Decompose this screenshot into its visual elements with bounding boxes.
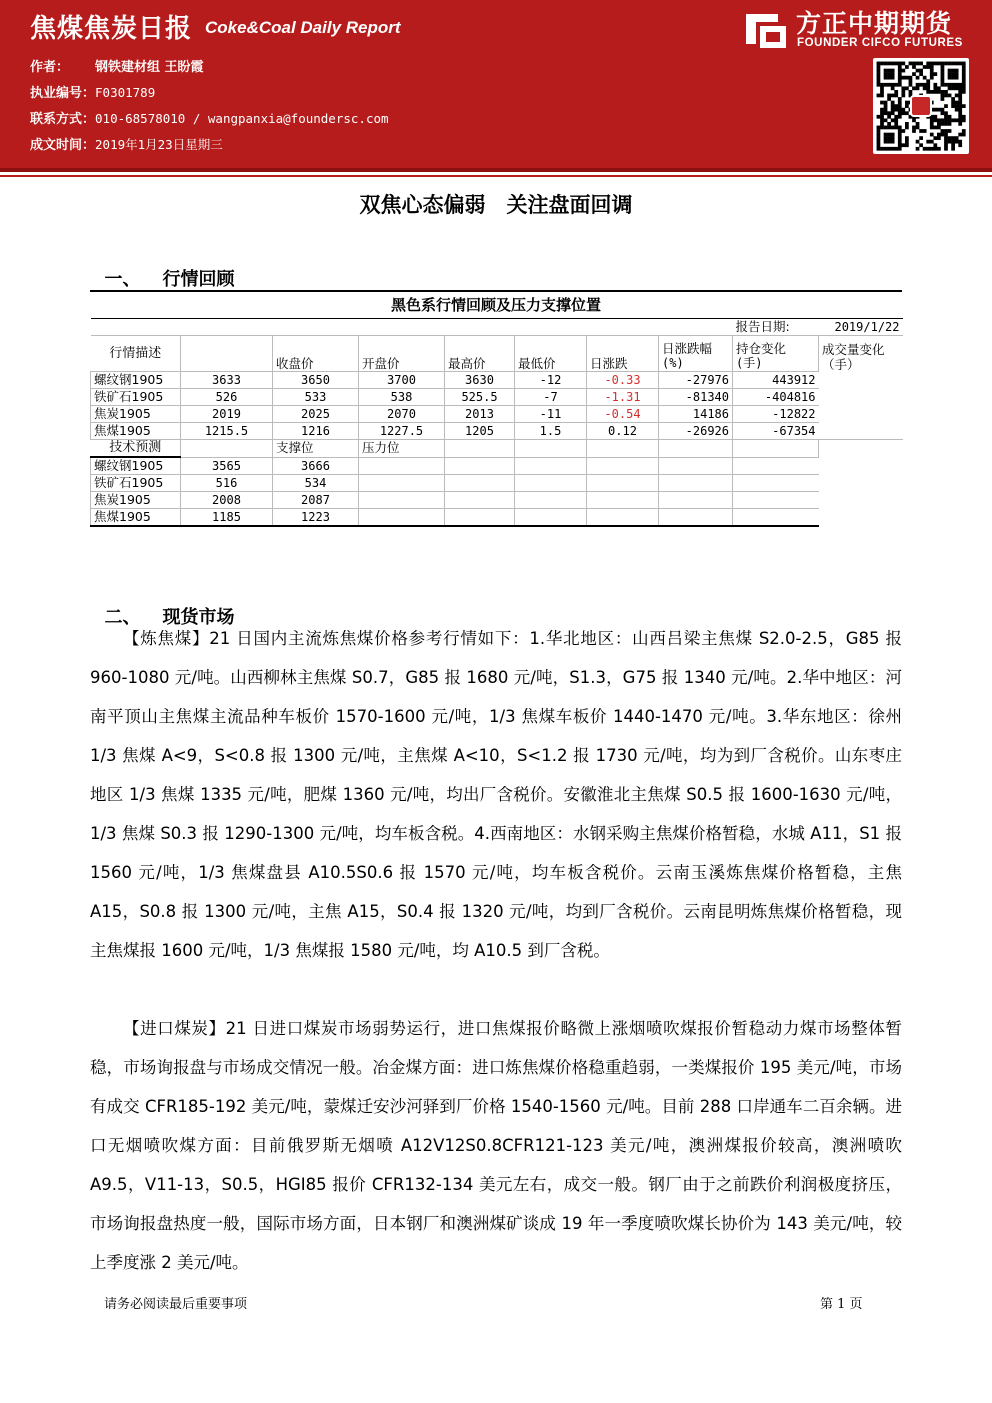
section-number: 一、 (104, 269, 141, 290)
cell-open: 1216 (273, 423, 359, 440)
col-pct: 日涨跌幅 (%) (659, 336, 733, 372)
cell-oi: 14186 (659, 406, 733, 423)
cell-vol: -67354 (733, 423, 819, 440)
report-date-row (91, 319, 903, 336)
tech-forecast-label: 技术预测 (91, 440, 181, 458)
cell-support: 2008 (181, 492, 273, 509)
tech-row (91, 457, 903, 475)
contact-value[interactable]: 010-68578010 / wangpanxia@foundersc.com (95, 111, 389, 126)
cell-open: 533 (273, 389, 359, 406)
empty-cell (587, 475, 659, 492)
market-row (91, 372, 903, 389)
cell-name: 焦煤1905 (91, 423, 181, 440)
page-number: 第 1 页 (820, 1297, 863, 1312)
col-high: 最高价 (445, 336, 515, 372)
empty-cell (659, 509, 733, 527)
cell-oi: -27976 (659, 372, 733, 389)
empty-cell (733, 475, 819, 492)
cell-name: 焦炭1905 (91, 492, 181, 509)
col-open: 开盘价 (359, 336, 445, 372)
empty-cell (659, 475, 733, 492)
empty-cell (515, 475, 587, 492)
header-divider (0, 168, 992, 172)
cell-name: 螺纹钢1905 (91, 372, 181, 389)
empty-cell (587, 492, 659, 509)
cell-close: 3633 (181, 372, 273, 389)
cell-support: 1185 (181, 509, 273, 527)
document-title: 双焦心态偏弱 关注盘面回调 (359, 193, 633, 217)
section-title: 行情回顾 (162, 269, 235, 290)
header-divider-thin (0, 175, 992, 177)
cell-oi: -81340 (659, 389, 733, 406)
cell-support: 516 (181, 475, 273, 492)
author-row (30, 56, 204, 75)
empty-cell (733, 509, 819, 527)
column-header-row (91, 336, 903, 372)
empty-cell (587, 457, 659, 475)
logo-company-name-en: FOUNDER CIFCO FUTURES (797, 37, 963, 49)
cell-low: 525.5 (445, 389, 515, 406)
report-date-label: 报告日期: (733, 319, 819, 336)
empty-cell (359, 492, 445, 509)
market-row (91, 389, 903, 406)
empty-cell (587, 509, 659, 527)
cell-name: 焦炭1905 (91, 406, 181, 423)
empty-cell (445, 509, 515, 527)
time-row (30, 134, 223, 153)
contact-row (30, 108, 389, 127)
col-oi: 持仓变化 (手) (733, 336, 819, 372)
section-heading-market-review (92, 244, 235, 291)
cell-pct: 0.12 (587, 423, 659, 440)
founder-logo-icon (744, 8, 788, 50)
qr-code-icon (873, 58, 969, 154)
empty-cell (445, 492, 515, 509)
cell-vol: 443912 (733, 372, 819, 389)
tech-row (91, 509, 903, 527)
cell-resistance: 3666 (273, 457, 359, 475)
cell-pct: -0.33 (587, 372, 659, 389)
footer-notice[interactable]: 请务必阅读最后重要事项 (104, 1297, 248, 1312)
cell-change: -7 (515, 389, 587, 406)
cell-change: -11 (515, 406, 587, 423)
report-header (0, 0, 992, 168)
empty-cell (515, 492, 587, 509)
author-label: 作者： (30, 60, 70, 75)
cell-high: 3700 (359, 372, 445, 389)
empty-cell (659, 492, 733, 509)
import-coal-paragraph: 【进口煤炭】21 日进口煤炭市场弱势运行，进口焦煤报价略微上涨烟喷吹煤报价暂稳动力煤市场整体暂稳，市场询报盘与市场成交情况一般。冶金煤方面：进口炼焦煤价格稳重趋弱，一类煤报价 195 美元/吨，市场有成交 CFR185-192 美元/吨，蒙煤迁安沙河驿到厂价格 1540-1560 元/吨。目前 288 口岸通车二百余辆。进口无烟喷吹煤方面：目前俄罗斯无烟喷 A12V12S0.8CFR121-123 美元/吨，澳洲煤报价较高，澳洲喷吹 A9.5，V11-13，S0.5，HGI85 报价 CFR132-134 美元左右，成交一般。钢厂由于之前跌价利润极度挤压，市场询报盘热度一般，国际市场方面，日本钢厂和澳洲煤矿谈成 19 年一季度喷吹煤长协价为 143 美元/吨，较上季度涨 2 美元/吨。 (90, 1019, 902, 1272)
empty-cell (445, 457, 515, 475)
col-low: 最低价 (515, 336, 587, 372)
time-value: 2019年1月23日星期三 (95, 137, 223, 152)
tech-row (91, 475, 903, 492)
author-value: 钢铁建材组 王盼霞 (95, 60, 204, 75)
cell-vol: -404816 (733, 389, 819, 406)
logo-company-name: 方正中期期货 (796, 9, 953, 38)
cell-close: 2019 (181, 406, 273, 423)
col-support: 支撑位 (273, 440, 359, 458)
cell-high: 2070 (359, 406, 445, 423)
cell-resistance: 534 (273, 475, 359, 492)
cell-low: 2013 (445, 406, 515, 423)
empty-cell (445, 475, 515, 492)
col-close: 收盘价 (273, 336, 359, 372)
market-row (91, 406, 903, 423)
report-subtitle: Coke&Coal Daily Report (205, 18, 401, 37)
cell-close: 1215.5 (181, 423, 273, 440)
cell-resistance: 1223 (273, 509, 359, 527)
cell-high: 1227.5 (359, 423, 445, 440)
empty-cell (733, 492, 819, 509)
cell-change: 1.5 (515, 423, 587, 440)
coking-coal-paragraph: 【炼焦煤】21 日国内主流炼焦煤价格参考行情如下：1.华北地区：山西吕梁主焦煤 S2.0-2.5，G85 报 960-1080 元/吨。山西柳林主焦煤 S0.7，G85 报 1680 元/吨，S1.3，G75 报 1340 元/吨。2.华中地区：河南平顶山主焦煤主流品种车板价 1570-1600 元/吨，1/3 焦煤车板价 1440-1470 元/吨。3.华东地区：徐州 1/3 焦煤 A<9，S<0.8 报 1300 元/吨，主焦煤 A<10，S<1.2 报 1730 元/吨，均为到厂含税价。山东枣庄地区 1/3 焦煤 1335 元/吨，肥煤 1360 元/吨，均出厂含税价。安徽淮北主焦煤 S0.5 报 1600-1630 元/吨，1/3 焦煤 S0.3 报 1290-1300 元/吨，均车板含税。4.西南地区：水钢采购主焦煤价格暂稳，水城 A11，S1 报 1560 元/吨，1/3 焦煤盘县 A10.5S0.6 报 1570 元/吨，均车板含税价。云南玉溪炼焦煤价格暂稳，主焦 A15，S0.8 报 1300 元/吨，主焦 A15，S0.4 报 1320 元/吨，均到厂含税价。云南昆明炼焦煤价格暂稳，现主焦煤报 1600 元/吨，1/3 焦煤报 1580 元/吨，均 A10.5 到厂含税。 (90, 629, 902, 960)
section-number: 二、 (104, 607, 141, 628)
table-title: 黑色系行情回顾及压力支撑位置 (90, 290, 902, 318)
contact-label: 联系方式： (30, 112, 96, 127)
cell-support: 3565 (181, 457, 273, 475)
market-table (90, 290, 902, 527)
cell-name: 螺纹钢1905 (91, 457, 181, 475)
cell-pct: -1.31 (587, 389, 659, 406)
section-title: 现货市场 (162, 607, 235, 628)
cell-low: 1205 (445, 423, 515, 440)
license-value: F0301789 (95, 85, 156, 100)
time-label: 成文时间： (30, 138, 96, 153)
cell-resistance: 2087 (273, 492, 359, 509)
empty-cell (733, 457, 819, 475)
empty-cell (515, 457, 587, 475)
empty-cell (359, 509, 445, 527)
cell-name: 铁矿石1905 (91, 389, 181, 406)
cell-open: 2025 (273, 406, 359, 423)
cell-low: 3630 (445, 372, 515, 389)
cell-high: 538 (359, 389, 445, 406)
tech-header-row (91, 440, 903, 458)
license-label: 执业编号： (30, 86, 96, 101)
qr-code (873, 58, 969, 154)
col-vol: 成交量变化 （手） (819, 336, 903, 372)
empty-cell (359, 475, 445, 492)
cell-change: -12 (515, 372, 587, 389)
col-resistance: 压力位 (359, 440, 445, 458)
cell-oi: -26926 (659, 423, 733, 440)
empty-cell (659, 457, 733, 475)
col-change: 日涨跌 (587, 336, 659, 372)
cell-close: 526 (181, 389, 273, 406)
report-date: 2019/1/22 (819, 319, 903, 336)
cell-name: 铁矿石1905 (91, 475, 181, 492)
cell-pct: -0.54 (587, 406, 659, 423)
empty-cell (515, 509, 587, 527)
market-description-label: 行情描述 (91, 336, 181, 372)
market-grid (90, 318, 903, 527)
cell-open: 3650 (273, 372, 359, 389)
license-row (30, 82, 155, 101)
cell-vol: -12822 (733, 406, 819, 423)
cell-name: 焦煤1905 (91, 509, 181, 527)
empty-cell (359, 457, 445, 475)
market-row (91, 423, 903, 440)
report-title: 焦煤焦炭日报 (30, 14, 193, 44)
tech-row (91, 492, 903, 509)
